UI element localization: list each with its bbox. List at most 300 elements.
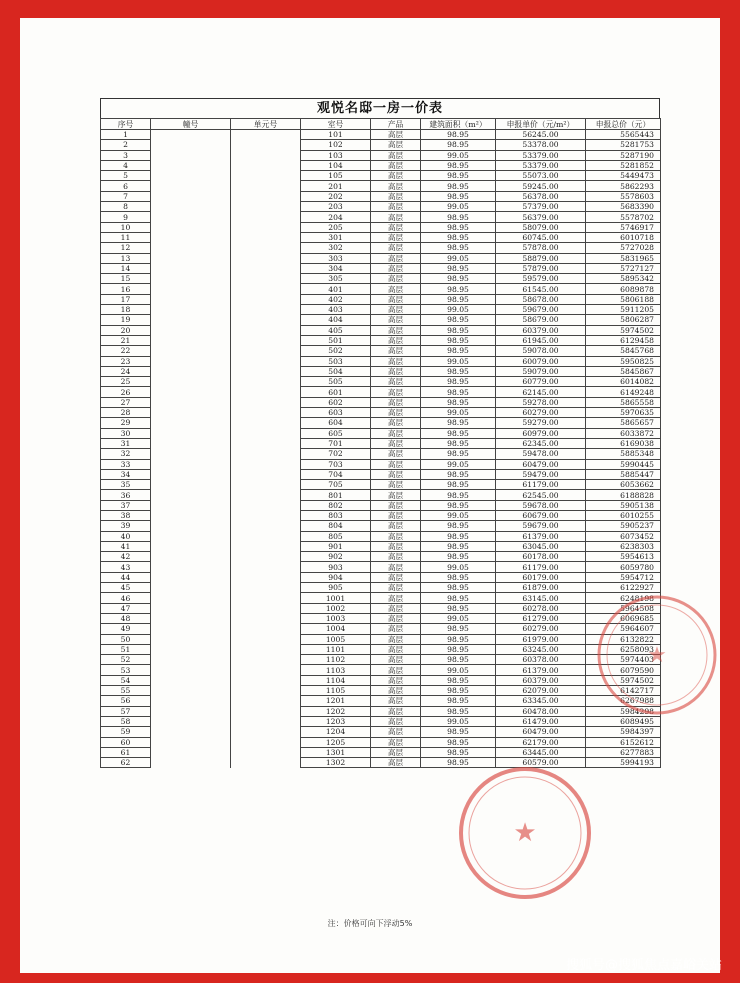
cell-product: 高层 xyxy=(371,243,421,253)
cell-total-price: 5954613 xyxy=(586,552,661,562)
cell-room: 1004 xyxy=(301,624,371,634)
table-row xyxy=(101,171,661,181)
cell-product: 高层 xyxy=(371,572,421,582)
header-building: 幢号 xyxy=(151,119,231,130)
cell-unit xyxy=(231,284,301,294)
table-row xyxy=(101,356,661,366)
cell-unit xyxy=(231,521,301,531)
cell-total-price: 5994193 xyxy=(586,758,661,768)
cell-index: 6 xyxy=(101,181,151,191)
cell-area: 98.95 xyxy=(421,449,496,459)
cell-unit xyxy=(231,500,301,510)
cell-area: 99.05 xyxy=(421,356,496,366)
table-row xyxy=(101,665,661,675)
cell-unit xyxy=(231,397,301,407)
cell-index: 10 xyxy=(101,222,151,232)
table-row xyxy=(101,480,661,490)
cell-index: 47 xyxy=(101,603,151,613)
cell-area: 98.95 xyxy=(421,500,496,510)
table-row xyxy=(101,366,661,376)
cell-total-price: 5578702 xyxy=(586,212,661,222)
cell-unit xyxy=(231,510,301,520)
cell-unit-price: 63445.00 xyxy=(496,747,586,757)
table-row xyxy=(101,232,661,242)
cell-total-price: 5831965 xyxy=(586,253,661,263)
cell-area: 99.05 xyxy=(421,150,496,160)
cell-unit-price: 60745.00 xyxy=(496,232,586,242)
cell-building xyxy=(151,644,231,654)
cell-unit xyxy=(231,747,301,757)
cell-building xyxy=(151,202,231,212)
cell-building xyxy=(151,428,231,438)
cell-total-price: 5885447 xyxy=(586,469,661,479)
cell-area: 99.05 xyxy=(421,562,496,572)
cell-total-price: 6149248 xyxy=(586,387,661,397)
cell-building xyxy=(151,716,231,726)
cell-room: 1101 xyxy=(301,644,371,654)
cell-index: 44 xyxy=(101,572,151,582)
cell-index: 33 xyxy=(101,459,151,469)
cell-index: 24 xyxy=(101,366,151,376)
cell-total-price: 6089495 xyxy=(586,716,661,726)
cell-unit xyxy=(231,150,301,160)
cell-unit-price: 60378.00 xyxy=(496,655,586,665)
cell-total-price: 5281753 xyxy=(586,140,661,150)
cell-area: 98.95 xyxy=(421,521,496,531)
table-row xyxy=(101,624,661,634)
cell-unit xyxy=(231,634,301,644)
cell-unit xyxy=(231,387,301,397)
cell-area: 98.95 xyxy=(421,675,496,685)
cell-area: 98.95 xyxy=(421,644,496,654)
cell-unit xyxy=(231,171,301,181)
cell-unit-price: 57379.00 xyxy=(496,202,586,212)
cell-room: 703 xyxy=(301,459,371,469)
cell-total-price: 6059780 xyxy=(586,562,661,572)
table-row xyxy=(101,150,661,160)
cell-unit xyxy=(231,696,301,706)
cell-unit-price: 55073.00 xyxy=(496,171,586,181)
cell-unit xyxy=(231,490,301,500)
cell-product: 高层 xyxy=(371,655,421,665)
cell-total-price: 6152612 xyxy=(586,737,661,747)
cell-product: 高层 xyxy=(371,716,421,726)
cell-unit xyxy=(231,191,301,201)
cell-unit-price: 61179.00 xyxy=(496,480,586,490)
cell-room: 101 xyxy=(301,130,371,140)
table-row xyxy=(101,531,661,541)
cell-total-price: 6014082 xyxy=(586,377,661,387)
cell-building xyxy=(151,397,231,407)
cell-area: 98.95 xyxy=(421,140,496,150)
cell-product: 高层 xyxy=(371,140,421,150)
cell-room: 404 xyxy=(301,315,371,325)
cell-product: 高层 xyxy=(371,675,421,685)
cell-index: 43 xyxy=(101,562,151,572)
cell-room: 1205 xyxy=(301,737,371,747)
cell-room: 904 xyxy=(301,572,371,582)
cell-total-price: 5984298 xyxy=(586,706,661,716)
cell-product: 高层 xyxy=(371,552,421,562)
cell-product: 高层 xyxy=(371,459,421,469)
cell-building xyxy=(151,727,231,737)
cell-product: 高层 xyxy=(371,438,421,448)
cell-area: 98.95 xyxy=(421,315,496,325)
cell-area: 98.95 xyxy=(421,160,496,170)
cell-total-price: 5449473 xyxy=(586,171,661,181)
cell-building xyxy=(151,521,231,531)
table-row xyxy=(101,510,661,520)
cell-total-price: 5905237 xyxy=(586,521,661,531)
cell-total-price: 5974502 xyxy=(586,325,661,335)
table-row xyxy=(101,552,661,562)
cell-unit xyxy=(231,572,301,582)
cell-total-price: 6258093 xyxy=(586,644,661,654)
cell-unit xyxy=(231,686,301,696)
cell-unit xyxy=(231,130,301,140)
table-row xyxy=(101,593,661,603)
svg-text:★: ★ xyxy=(513,818,537,848)
cell-unit xyxy=(231,222,301,232)
cell-unit xyxy=(231,181,301,191)
cell-unit-price: 60178.00 xyxy=(496,552,586,562)
cell-building xyxy=(151,706,231,716)
table-row xyxy=(101,263,661,273)
table-row xyxy=(101,572,661,582)
cell-product: 高层 xyxy=(371,603,421,613)
cell-unit-price: 62345.00 xyxy=(496,438,586,448)
table-row xyxy=(101,758,661,768)
cell-unit xyxy=(231,613,301,623)
cell-product: 高层 xyxy=(371,428,421,438)
cell-index: 27 xyxy=(101,397,151,407)
cell-index: 62 xyxy=(101,758,151,768)
cell-unit-price: 60479.00 xyxy=(496,459,586,469)
cell-unit xyxy=(231,675,301,685)
table-row xyxy=(101,521,661,531)
cell-area: 98.95 xyxy=(421,583,496,593)
cell-product: 高层 xyxy=(371,541,421,551)
cell-area: 98.95 xyxy=(421,232,496,242)
cell-product: 高层 xyxy=(371,397,421,407)
cell-product: 高层 xyxy=(371,727,421,737)
cell-total-price: 5746917 xyxy=(586,222,661,232)
cell-unit xyxy=(231,263,301,273)
cell-unit xyxy=(231,305,301,315)
cell-total-price: 6089878 xyxy=(586,284,661,294)
cell-area: 98.95 xyxy=(421,377,496,387)
cell-total-price: 5565443 xyxy=(586,130,661,140)
cell-product: 高层 xyxy=(371,747,421,757)
cell-product: 高层 xyxy=(371,758,421,768)
table-row xyxy=(101,428,661,438)
table-row xyxy=(101,294,661,304)
cell-building xyxy=(151,562,231,572)
header-unit-price: 申报单价（元/m²） xyxy=(496,119,586,130)
cell-unit-price: 59079.00 xyxy=(496,366,586,376)
cell-total-price: 6267988 xyxy=(586,696,661,706)
cell-unit xyxy=(231,459,301,469)
cell-product: 高层 xyxy=(371,377,421,387)
cell-product: 高层 xyxy=(371,366,421,376)
cell-index: 57 xyxy=(101,706,151,716)
cell-room: 1005 xyxy=(301,634,371,644)
cell-index: 28 xyxy=(101,408,151,418)
cell-area: 98.95 xyxy=(421,747,496,757)
table-row xyxy=(101,325,661,335)
table-row xyxy=(101,686,661,696)
cell-total-price: 6188828 xyxy=(586,490,661,500)
cell-unit-price: 60979.00 xyxy=(496,428,586,438)
cell-index: 54 xyxy=(101,675,151,685)
table-row xyxy=(101,212,661,222)
cell-building xyxy=(151,490,231,500)
cell-index: 34 xyxy=(101,469,151,479)
table-row xyxy=(101,459,661,469)
table-row xyxy=(101,449,661,459)
cell-index: 49 xyxy=(101,624,151,634)
cell-product: 高层 xyxy=(371,346,421,356)
cell-product: 高层 xyxy=(371,284,421,294)
cell-building xyxy=(151,531,231,541)
table-row xyxy=(101,140,661,150)
cell-product: 高层 xyxy=(371,181,421,191)
cell-building xyxy=(151,583,231,593)
cell-index: 36 xyxy=(101,490,151,500)
table-row xyxy=(101,706,661,716)
cell-room: 502 xyxy=(301,346,371,356)
cell-product: 高层 xyxy=(371,562,421,572)
cell-total-price: 6277883 xyxy=(586,747,661,757)
table-row xyxy=(101,305,661,315)
header-product: 产品 xyxy=(371,119,421,130)
cell-building xyxy=(151,150,231,160)
cell-unit-price: 60679.00 xyxy=(496,510,586,520)
cell-room: 202 xyxy=(301,191,371,201)
cell-total-price: 5970635 xyxy=(586,408,661,418)
table-row xyxy=(101,727,661,737)
table-row xyxy=(101,181,661,191)
cell-room: 1202 xyxy=(301,706,371,716)
price-note: 注：价格可向下浮动5% xyxy=(327,919,413,928)
cell-product: 高层 xyxy=(371,686,421,696)
cell-unit xyxy=(231,356,301,366)
cell-unit xyxy=(231,202,301,212)
cell-room: 1002 xyxy=(301,603,371,613)
cell-area: 98.95 xyxy=(421,366,496,376)
cell-area: 98.95 xyxy=(421,655,496,665)
cell-unit xyxy=(231,377,301,387)
cell-room: 1201 xyxy=(301,696,371,706)
cell-total-price: 5895342 xyxy=(586,274,661,284)
table-row xyxy=(101,469,661,479)
cell-area: 99.05 xyxy=(421,665,496,675)
cell-unit-price: 60479.00 xyxy=(496,727,586,737)
cell-area: 98.95 xyxy=(421,181,496,191)
cell-unit-price: 58678.00 xyxy=(496,294,586,304)
cell-area: 98.95 xyxy=(421,490,496,500)
cell-unit-price: 60279.00 xyxy=(496,408,586,418)
cell-product: 高层 xyxy=(371,356,421,366)
cell-room: 1104 xyxy=(301,675,371,685)
cell-product: 高层 xyxy=(371,274,421,284)
cell-unit-price: 61379.00 xyxy=(496,665,586,675)
cell-building xyxy=(151,181,231,191)
cell-product: 高层 xyxy=(371,202,421,212)
cell-product: 高层 xyxy=(371,665,421,675)
cell-area: 98.95 xyxy=(421,387,496,397)
cell-unit xyxy=(231,212,301,222)
cell-total-price: 5806188 xyxy=(586,294,661,304)
cell-unit xyxy=(231,603,301,613)
cell-building xyxy=(151,284,231,294)
cell-product: 高层 xyxy=(371,191,421,201)
cell-unit-price: 61479.00 xyxy=(496,716,586,726)
cell-product: 高层 xyxy=(371,315,421,325)
cell-total-price: 5683390 xyxy=(586,202,661,212)
cell-index: 25 xyxy=(101,377,151,387)
cell-index: 61 xyxy=(101,747,151,757)
cell-product: 高层 xyxy=(371,130,421,140)
cell-index: 59 xyxy=(101,727,151,737)
cell-index: 23 xyxy=(101,356,151,366)
cell-index: 37 xyxy=(101,500,151,510)
table-row xyxy=(101,583,661,593)
cell-product: 高层 xyxy=(371,737,421,747)
cell-room: 905 xyxy=(301,583,371,593)
cell-product: 高层 xyxy=(371,449,421,459)
cell-area: 98.95 xyxy=(421,274,496,284)
cell-unit-price: 59278.00 xyxy=(496,397,586,407)
cell-area: 98.95 xyxy=(421,171,496,181)
cell-unit-price: 59679.00 xyxy=(496,305,586,315)
cell-unit-price: 56378.00 xyxy=(496,191,586,201)
cell-area: 98.95 xyxy=(421,696,496,706)
cell-total-price: 5984397 xyxy=(586,727,661,737)
cell-room: 1203 xyxy=(301,716,371,726)
cell-unit-price: 58879.00 xyxy=(496,253,586,263)
cell-total-price: 5865558 xyxy=(586,397,661,407)
cell-area: 98.95 xyxy=(421,552,496,562)
cell-product: 高层 xyxy=(371,510,421,520)
cell-index: 8 xyxy=(101,202,151,212)
cell-index: 12 xyxy=(101,243,151,253)
cell-unit xyxy=(231,438,301,448)
cell-building xyxy=(151,737,231,747)
cell-index: 38 xyxy=(101,510,151,520)
cell-room: 902 xyxy=(301,552,371,562)
cell-building xyxy=(151,552,231,562)
cell-area: 99.05 xyxy=(421,253,496,263)
cell-unit-price: 56379.00 xyxy=(496,212,586,222)
cell-unit-price: 59678.00 xyxy=(496,500,586,510)
cell-building xyxy=(151,449,231,459)
cell-room: 802 xyxy=(301,500,371,510)
table-row xyxy=(101,644,661,654)
cell-index: 7 xyxy=(101,191,151,201)
cell-total-price: 5911205 xyxy=(586,305,661,315)
cell-unit-price: 53379.00 xyxy=(496,150,586,160)
cell-building xyxy=(151,130,231,140)
table-row xyxy=(101,191,661,201)
cell-total-price: 6010255 xyxy=(586,510,661,520)
cell-product: 高层 xyxy=(371,500,421,510)
cell-index: 17 xyxy=(101,294,151,304)
cell-room: 901 xyxy=(301,541,371,551)
cell-total-price: 6069685 xyxy=(586,613,661,623)
cell-room: 105 xyxy=(301,171,371,181)
cell-index: 41 xyxy=(101,541,151,551)
cell-index: 16 xyxy=(101,284,151,294)
cell-room: 1204 xyxy=(301,727,371,737)
cell-building xyxy=(151,212,231,222)
cell-area: 99.05 xyxy=(421,613,496,623)
cell-room: 801 xyxy=(301,490,371,500)
company-seal-icon xyxy=(455,763,595,903)
cell-product: 高层 xyxy=(371,480,421,490)
cell-unit xyxy=(231,624,301,634)
cell-product: 高层 xyxy=(371,408,421,418)
cell-area: 98.95 xyxy=(421,212,496,222)
header-unit: 单元号 xyxy=(231,119,301,130)
cell-building xyxy=(151,634,231,644)
table-row xyxy=(101,408,661,418)
cell-unit xyxy=(231,366,301,376)
table-row xyxy=(101,387,661,397)
cell-product: 高层 xyxy=(371,644,421,654)
cell-product: 高层 xyxy=(371,593,421,603)
cell-total-price: 6079590 xyxy=(586,665,661,675)
cell-index: 13 xyxy=(101,253,151,263)
cell-total-price: 6073452 xyxy=(586,531,661,541)
cell-unit xyxy=(231,335,301,345)
cell-total-price: 6122927 xyxy=(586,583,661,593)
table-row xyxy=(101,243,661,253)
cell-unit-price: 62079.00 xyxy=(496,686,586,696)
table-header-row xyxy=(101,119,661,130)
cell-total-price: 5950825 xyxy=(586,356,661,366)
cell-total-price: 6169038 xyxy=(586,438,661,448)
cell-unit-price: 53378.00 xyxy=(496,140,586,150)
cell-area: 98.95 xyxy=(421,469,496,479)
cell-total-price: 5964508 xyxy=(586,603,661,613)
cell-room: 604 xyxy=(301,418,371,428)
cell-building xyxy=(151,603,231,613)
cell-building xyxy=(151,686,231,696)
cell-area: 98.95 xyxy=(421,294,496,304)
cell-room: 103 xyxy=(301,150,371,160)
cell-room: 1301 xyxy=(301,747,371,757)
cell-index: 21 xyxy=(101,335,151,345)
cell-total-price: 6053662 xyxy=(586,480,661,490)
table-row xyxy=(101,716,661,726)
header-area: 建筑面积（m²） xyxy=(421,119,496,130)
cell-unit-price: 53379.00 xyxy=(496,160,586,170)
cell-index: 11 xyxy=(101,232,151,242)
cell-index: 35 xyxy=(101,480,151,490)
cell-unit xyxy=(231,655,301,665)
cell-index: 31 xyxy=(101,438,151,448)
cell-room: 201 xyxy=(301,181,371,191)
cell-unit-price: 59579.00 xyxy=(496,274,586,284)
cell-index: 45 xyxy=(101,583,151,593)
cell-total-price: 5806287 xyxy=(586,315,661,325)
cell-product: 高层 xyxy=(371,294,421,304)
cell-total-price: 6033872 xyxy=(586,428,661,438)
cell-unit-price: 59245.00 xyxy=(496,181,586,191)
cell-building xyxy=(151,387,231,397)
cell-unit-price: 61545.00 xyxy=(496,284,586,294)
